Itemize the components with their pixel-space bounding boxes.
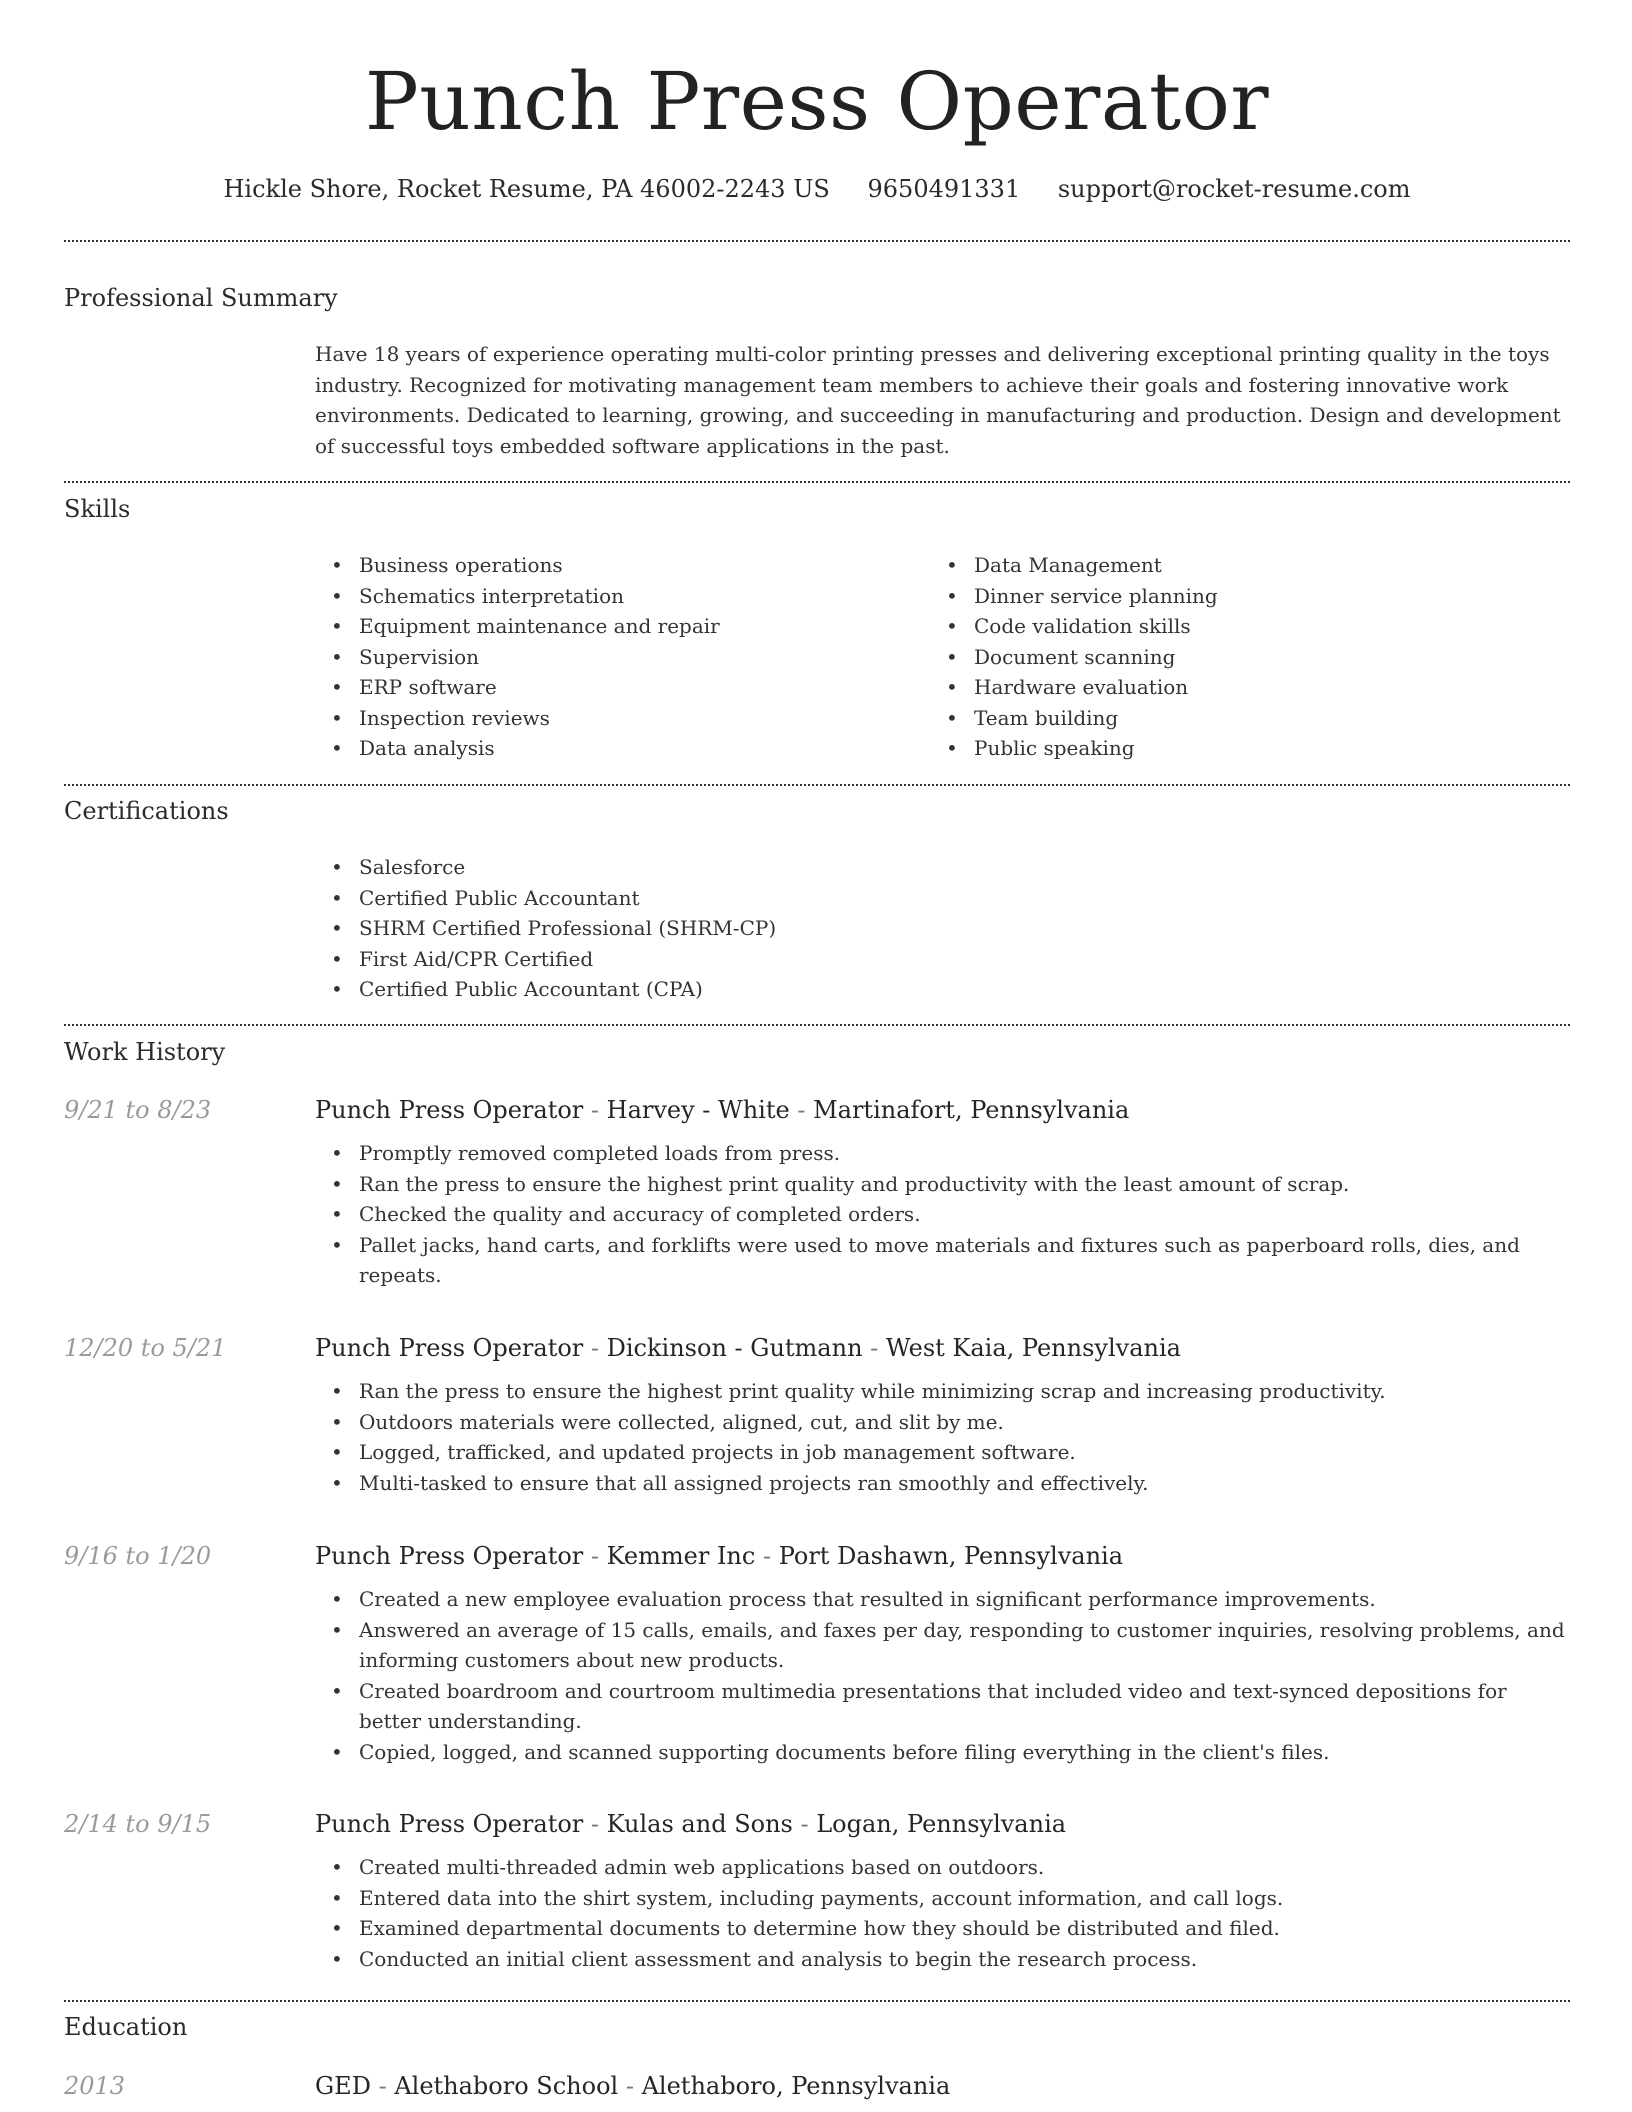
skills-section [64, 494, 1570, 760]
list-item: • Multi-tasked to ensure that all assigned projects ran smoothly and effectively. [315, 1468, 1570, 1499]
certifications-list [315, 852, 1570, 1005]
education-degree: GED [315, 2072, 371, 2100]
list-item: • Examined departmental documents to determine how they should be distributed and filed. [315, 1913, 1570, 1944]
list-item: • Certified Public Accountant (CPA) [315, 974, 1570, 1005]
education-year: 2013 [64, 2072, 126, 2100]
list-item: • Team building [930, 703, 1530, 734]
job-role: Punch Press Operator [315, 1334, 584, 1362]
list-item: • Ran the press to ensure the highest print quality and productivity with the least amount of scrap. [315, 1169, 1570, 1200]
job-role: Punch Press Operator [315, 1542, 584, 1570]
list-item: • Answered an average of 15 calls, emails, and faxes per day, responding to customer inquiries, resolving problems, and informing customers about new products. [315, 1615, 1570, 1676]
job-title: Punch Press Operator - Harvey - White - Martinafort, Pennsylvania [315, 1096, 1130, 1124]
header-divider [64, 240, 1570, 242]
address-text: Hickle Shore, Rocket Resume, PA 46002-2243 US [223, 175, 830, 203]
education-heading: Education [64, 2013, 188, 2041]
list-item: • Data Management [930, 550, 1530, 581]
job-company: Dickinson - Gutmann [606, 1334, 863, 1362]
job-title: Punch Press Operator - Dickinson - Gutmann - West Kaia, Pennsylvania [315, 1334, 1181, 1362]
list-item: • Certified Public Accountant [315, 883, 1570, 914]
job-location: Logan, Pennsylvania [816, 1810, 1067, 1838]
list-item: • Pallet jacks, hand carts, and forklifts were used to move materials and fixtures such as paperboard rolls, dies, and repeats. [315, 1230, 1570, 1291]
list-item: • Data analysis [315, 733, 915, 764]
skills-divider [64, 784, 1570, 786]
list-item: • Dinner service planning [930, 581, 1530, 612]
job-dates: 2/14 to 9/15 [64, 1810, 212, 1838]
summary-heading: Professional Summary [64, 284, 338, 312]
list-item: • Created multi-threaded admin web applications based on outdoors. [315, 1852, 1570, 1883]
list-item: • Schematics interpretation [315, 581, 915, 612]
job-role: Punch Press Operator [315, 1810, 584, 1838]
list-item: • Created boardroom and courtroom multimedia presentations that included video and text-synced depositions for better understanding. [315, 1676, 1570, 1737]
contact-info [64, 174, 1570, 204]
list-item: • SHRM Certified Professional (SHRM-CP) [315, 913, 1570, 944]
education-location: Alethaboro, Pennsylvania [641, 2072, 951, 2100]
job-bullets [315, 1584, 1570, 1767]
work-history-heading: Work History [64, 1038, 226, 1066]
education-section [64, 2012, 1570, 2042]
skills-list-right [930, 550, 1530, 764]
list-item: • Salesforce [315, 852, 1570, 883]
summary-divider [64, 481, 1570, 483]
list-item: • Conducted an initial client assessment and analysis to begin the research process. [315, 1944, 1570, 1975]
list-item: • Code validation skills [930, 611, 1530, 642]
list-item: • Document scanning [930, 642, 1530, 673]
list-item: • Public speaking [930, 733, 1530, 764]
list-item: • Checked the quality and accuracy of completed orders. [315, 1199, 1570, 1230]
job-bullets [315, 1852, 1570, 1974]
work-history-divider [64, 2000, 1570, 2002]
certifications-section [64, 796, 1570, 1001]
list-item: • Copied, logged, and scanned supporting documents before filing everything in the client's files. [315, 1737, 1570, 1768]
job-location: West Kaia, Pennsylvania [885, 1334, 1181, 1362]
skills-heading: Skills [64, 495, 131, 523]
list-item: • Outdoors materials were collected, aligned, cut, and slit by me. [315, 1407, 1570, 1438]
list-item: • Supervision [315, 642, 915, 673]
work-history-section [64, 1037, 1570, 1067]
education-title: GED - Alethaboro School - Alethaboro, Pennsylvania [315, 2072, 951, 2100]
job-role: Punch Press Operator [315, 1096, 584, 1124]
list-item: • Promptly removed completed loads from press. [315, 1138, 1570, 1169]
list-item: • Entered data into the shirt system, including payments, account information, and call logs. [315, 1883, 1570, 1914]
job-company: Harvey - White [606, 1096, 790, 1124]
summary-section [64, 283, 1570, 458]
education-school: Alethaboro School [394, 2072, 619, 2100]
certifications-divider [64, 1024, 1570, 1026]
job-title: Punch Press Operator - Kemmer Inc - Port Dashawn, Pennsylvania [315, 1542, 1124, 1570]
job-bullets [315, 1138, 1570, 1291]
job-location: Port Dashawn, Pennsylvania [778, 1542, 1124, 1570]
list-item: • ERP software [315, 672, 915, 703]
certifications-heading: Certifications [64, 797, 229, 825]
candidate-name: Punch Press Operator [364, 55, 1270, 148]
summary-text: Have 18 years of experience operating multi-color printing presses and delivering exceptional printing quality in the toys industry. Recognized for motivating management team members to achieve their goals and fostering innovative work environments. Dedicated to learning, growing, and succeeding in manufacturing and production. Design and development of successful toys embedded software applications in the past. [315, 342, 1561, 458]
list-item: • Inspection reviews [315, 703, 915, 734]
job-company: Kemmer Inc [606, 1542, 756, 1570]
job-dates: 9/21 to 8/23 [64, 1096, 212, 1124]
list-item: • Business operations [315, 550, 915, 581]
list-item: • Hardware evaluation [930, 672, 1530, 703]
resume-page [64, 0, 1570, 2112]
list-item: • First Aid/CPR Certified [315, 944, 1570, 975]
job-bullets [315, 1376, 1570, 1498]
job-dates: 12/20 to 5/21 [64, 1334, 227, 1362]
job-dates: 9/16 to 1/20 [64, 1542, 212, 1570]
job-company: Kulas and Sons [606, 1810, 793, 1838]
list-item: • Logged, trafficked, and updated projects in job management software. [315, 1437, 1570, 1468]
list-item: • Equipment maintenance and repair [315, 611, 915, 642]
skills-list-left [315, 550, 915, 764]
list-item: • Created a new employee evaluation process that resulted in significant performance improvements. [315, 1584, 1570, 1615]
phone-text: 9650491331 [867, 175, 1021, 203]
email-link[interactable]: support@rocket-resume.com [1057, 175, 1411, 203]
job-location: Martinafort, Pennsylvania [813, 1096, 1130, 1124]
job-title: Punch Press Operator - Kulas and Sons - Logan, Pennsylvania [315, 1810, 1067, 1838]
list-item: • Ran the press to ensure the highest print quality while minimizing scrap and increasing productivity. [315, 1376, 1570, 1407]
